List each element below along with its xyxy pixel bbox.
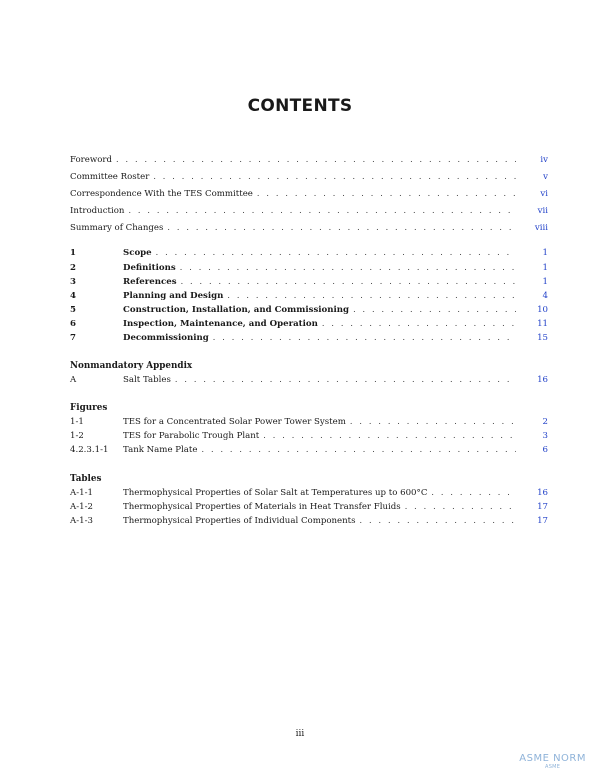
entry-number: 4.2.3.1-1: [70, 445, 109, 455]
page-link[interactable]: v: [543, 172, 548, 182]
page-link[interactable]: 3: [542, 431, 548, 441]
page-link[interactable]: vii: [537, 206, 548, 216]
page-link[interactable]: iv: [540, 155, 548, 165]
entry-number: A-1-1: [70, 488, 93, 498]
entry-label: Salt Tables: [123, 375, 171, 385]
entry-label: Tank Name Plate: [123, 445, 198, 455]
dot-leader: [181, 276, 516, 288]
watermark-logo: [519, 753, 586, 770]
toc-entry-correspondence[interactable]: [70, 188, 548, 200]
entry-number: 7: [70, 333, 76, 343]
dot-leader: [128, 205, 516, 217]
watermark-text: ASME NORM: [519, 753, 586, 764]
dot-leader: [201, 444, 516, 456]
entry-label: Foreword: [70, 155, 112, 165]
page-link[interactable]: 17: [537, 516, 548, 526]
toc-entry-table-a-1-3[interactable]: [70, 515, 548, 527]
toc-entry-figure-4-2-3-1-1[interactable]: [70, 444, 548, 456]
entry-label: Construction, Installation, and Commissioning: [123, 305, 350, 315]
toc-entry-chapter-4[interactable]: [70, 290, 548, 302]
page-link[interactable]: 2: [542, 417, 548, 427]
dot-leader: [322, 318, 516, 330]
page-link[interactable]: vi: [540, 189, 548, 199]
tables-heading: Tables: [70, 474, 102, 484]
dot-leader: [116, 154, 516, 166]
dot-leader: [353, 304, 516, 316]
entry-number: 1-2: [70, 431, 84, 441]
dot-leader: [227, 290, 516, 302]
dot-leader: [431, 487, 516, 499]
dot-leader: [405, 501, 516, 513]
toc-entry-summary-of-changes[interactable]: [70, 222, 548, 234]
entry-label: Thermophysical Properties of Individual Components: [123, 516, 356, 526]
page-link[interactable]: 16: [537, 375, 548, 385]
toc-entry-committee-roster[interactable]: [70, 171, 548, 183]
toc-entry-appendix-a[interactable]: [70, 374, 548, 386]
toc-entry-chapter-6[interactable]: [70, 318, 548, 330]
entry-label: Thermophysical Properties of Materials in Heat Transfer Fluids: [123, 502, 401, 512]
entry-label: Planning and Design: [123, 291, 224, 301]
dot-leader: [175, 374, 516, 386]
entry-number: 6: [70, 319, 76, 329]
appendix-heading: Nonmandatory Appendix: [70, 361, 193, 371]
entry-label: Definitions: [123, 263, 176, 273]
entry-number: A: [70, 375, 77, 385]
toc-entry-chapter-2[interactable]: [70, 262, 548, 274]
dot-leader: [180, 262, 516, 274]
entry-label: References: [123, 277, 177, 287]
page-link[interactable]: 1: [542, 248, 548, 258]
page-link[interactable]: 1: [542, 263, 548, 273]
entry-number: 4: [70, 291, 76, 301]
page-link[interactable]: 11: [537, 319, 548, 329]
entry-number: 1-1: [70, 417, 84, 427]
toc-entry-table-a-1-1[interactable]: [70, 487, 548, 499]
page-link[interactable]: viii: [534, 223, 548, 233]
entry-label: TES for Parabolic Trough Plant: [123, 431, 260, 441]
entry-label: Introduction: [70, 206, 125, 216]
entry-label: TES for a Concentrated Solar Power Tower System: [123, 417, 346, 427]
toc-entry-chapter-3[interactable]: [70, 276, 548, 288]
toc-entry-figure-1-1[interactable]: [70, 416, 548, 428]
page-link[interactable]: 16: [537, 488, 548, 498]
toc-entry-table-a-1-2[interactable]: [70, 501, 548, 513]
entry-label: Decommissioning: [123, 333, 209, 343]
entry-label: Summary of Changes: [70, 223, 164, 233]
dot-leader: [350, 416, 516, 428]
entry-number: A-1-2: [70, 502, 93, 512]
dot-leader: [263, 430, 516, 442]
page-link[interactable]: 4: [542, 291, 548, 301]
watermark-subtext: ASME: [544, 764, 561, 770]
entry-label: Scope: [123, 248, 152, 258]
dot-leader: [156, 247, 516, 259]
dot-leader: [167, 222, 516, 234]
dot-leader: [153, 171, 516, 183]
page-number: iii: [295, 729, 305, 739]
page-title: CONTENTS: [247, 96, 353, 116]
page-link[interactable]: 1: [542, 277, 548, 287]
toc-entry-foreword[interactable]: [70, 154, 548, 166]
entry-number: 5: [70, 305, 76, 315]
toc-entry-figure-1-2[interactable]: [70, 430, 548, 442]
entry-number: 3: [70, 277, 76, 287]
entry-number: A-1-3: [70, 516, 93, 526]
toc-entry-chapter-7[interactable]: [70, 332, 548, 344]
dot-leader: [360, 515, 516, 527]
page-link[interactable]: 6: [542, 445, 548, 455]
entry-number: 1: [70, 248, 76, 258]
toc-entry-chapter-1[interactable]: [70, 247, 548, 259]
toc-entry-chapter-5[interactable]: [70, 304, 548, 316]
entry-label: Committee Roster: [70, 172, 150, 182]
toc-entry-introduction[interactable]: [70, 205, 548, 217]
figures-heading: Figures: [70, 403, 108, 413]
entry-label: Inspection, Maintenance, and Operation: [123, 319, 318, 329]
entry-label: Correspondence With the TES Committee: [70, 189, 253, 199]
page-link[interactable]: 15: [537, 333, 548, 343]
entry-label: Thermophysical Properties of Solar Salt at Temperatures up to 600°C: [123, 488, 428, 498]
dot-leader: [257, 188, 516, 200]
dot-leader: [213, 332, 516, 344]
page-link[interactable]: 10: [537, 305, 548, 315]
page-link[interactable]: 17: [537, 502, 548, 512]
entry-number: 2: [70, 263, 76, 273]
